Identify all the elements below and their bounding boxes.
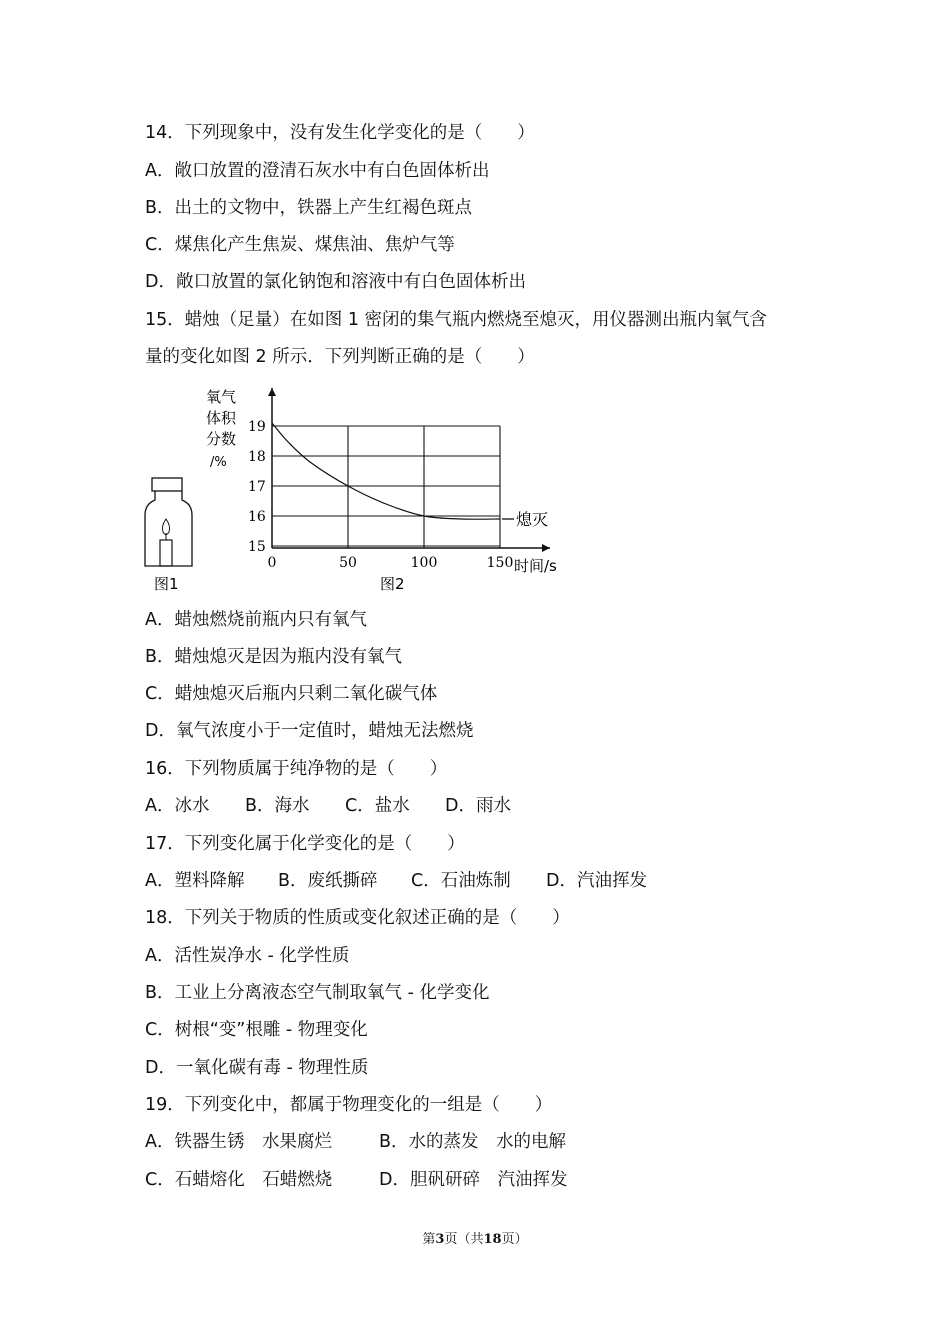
question-14-option-d: D．敞口放置的氯化钠饱和溶液中有白色固体析出: [145, 272, 526, 292]
question-19-option-d: D．胆矾研碎 汽油挥发: [379, 1170, 568, 1190]
annotation-extinguished: 熄灭: [516, 510, 549, 529]
chart-layer: [248, 388, 557, 575]
question-17-options: [145, 870, 679, 892]
page-footer: [0, 1228, 950, 1247]
figure-1-label: 图1: [154, 575, 179, 593]
jar-cap: [152, 478, 182, 491]
jar-body: [145, 491, 192, 566]
x-tick-label-0: 0: [267, 555, 277, 571]
x-tick-label-150: 150: [486, 555, 514, 571]
question-18-option-d: D．一氧化碳有毒 - 物理性质: [145, 1058, 369, 1078]
question-16-option-d: D．雨水: [445, 796, 511, 816]
candle-flame: [162, 519, 169, 535]
question-18-option-c: C．树根“变”根雕 - 物理变化: [145, 1020, 368, 1040]
question-16-stem: 16．下列物质属于纯净物的是（ ）: [145, 759, 448, 779]
question-16-option-c: C．盐水: [345, 796, 410, 816]
x-axis-label: 时间/s: [514, 557, 557, 575]
question-15-stem-line2: 量的变化如图 2 所示．下列判断正确的是（ ）: [145, 347, 535, 367]
footer-total-pages: 18: [483, 1232, 502, 1247]
question-17-option-a: A．塑料降解: [145, 871, 245, 891]
footer-suffix: 页）: [501, 1232, 528, 1247]
question-16-option-b: B．海水: [245, 796, 310, 816]
y-tick-label-17: 17: [248, 479, 266, 495]
question-14-option-a: A．敞口放置的澄清石灰水中有白色固体析出: [145, 161, 490, 181]
question-14-stem: 14．下列现象中，没有发生化学变化的是（ ）: [145, 123, 535, 143]
x-tick-label-50: 50: [339, 555, 357, 571]
question-15-option-c: C．蜡烛熄灭后瓶内只剩二氧化碳气体: [145, 684, 438, 704]
footer-page-number: 3: [435, 1232, 445, 1247]
y-axis-label-line1: 氧气: [206, 388, 237, 406]
question-15-figure: [140, 380, 580, 595]
y-tick-label-15: 15: [248, 539, 266, 555]
y-tick-label-18: 18: [248, 449, 266, 465]
x-tick-label-100: 100: [410, 555, 438, 571]
footer-prefix: 第: [422, 1232, 436, 1247]
question-15-option-b: B．蜡烛熄灭是因为瓶内没有氧气: [145, 647, 403, 667]
y-axis-label-line3: 分数: [206, 430, 237, 448]
y-axis-label-line4: /%: [210, 455, 227, 470]
question-17-stem: 17．下列变化属于化学变化的是（ ）: [145, 834, 465, 854]
question-17-option-d: D．汽油挥发: [546, 871, 647, 891]
oxygen-curve: [272, 423, 500, 519]
candle: [160, 540, 172, 566]
y-tick-label-16: 16: [248, 509, 266, 525]
jar-with-candle-illustration: [145, 478, 192, 566]
question-15-stem-line1: 15．蜡烛（足量）在如图 1 密闭的集气瓶内燃烧至熄灭，用仪器测出瓶内氧气含: [145, 310, 768, 330]
question-15-option-d: D．氧气浓度小于一定值时，蜡烛无法燃烧: [145, 721, 474, 741]
question-14-option-c: C．煤焦化产生焦炭、煤焦油、焦炉气等: [145, 235, 455, 255]
question-19-stem: 19．下列变化中，都属于物理变化的一组是（ ）: [145, 1095, 553, 1115]
y-axis-arrow: [268, 388, 276, 396]
y-axis-label-line2: 体积: [206, 409, 237, 427]
question-19-options-row2: [145, 1169, 567, 1191]
question-17-option-b: B．废纸撕碎: [278, 871, 378, 891]
question-14-option-b: B．出土的文物中，铁器上产生红褐色斑点: [145, 198, 473, 218]
x-axis-arrow: [542, 544, 550, 552]
question-16-options: [145, 795, 545, 817]
question-17-option-c: C．石油炼制: [411, 871, 511, 891]
y-tick-label-19: 19: [248, 419, 266, 435]
oxygen-chart-svg: [140, 380, 580, 595]
question-19-options-row1: [145, 1131, 566, 1153]
question-18-stem: 18．下列关于物质的性质或变化叙述正确的是（ ）: [145, 908, 570, 928]
question-19-option-b: B．水的蒸发 水的电解: [379, 1132, 567, 1152]
question-19-option-c: C．石蜡熔化 石蜡燃烧: [145, 1170, 333, 1190]
question-18-option-a: A．活性炭净水 - 化学性质: [145, 946, 350, 966]
figure-2-label: 图2: [380, 575, 405, 593]
footer-mid: 页（共: [444, 1232, 484, 1247]
question-16-option-a: A．冰水: [145, 796, 210, 816]
question-18-option-b: B．工业上分离液态空气制取氧气 - 化学变化: [145, 983, 490, 1003]
question-19-option-a: A．铁器生锈 水果腐烂: [145, 1132, 332, 1152]
question-15-option-a: A．蜡烛燃烧前瓶内只有氧气: [145, 610, 367, 630]
